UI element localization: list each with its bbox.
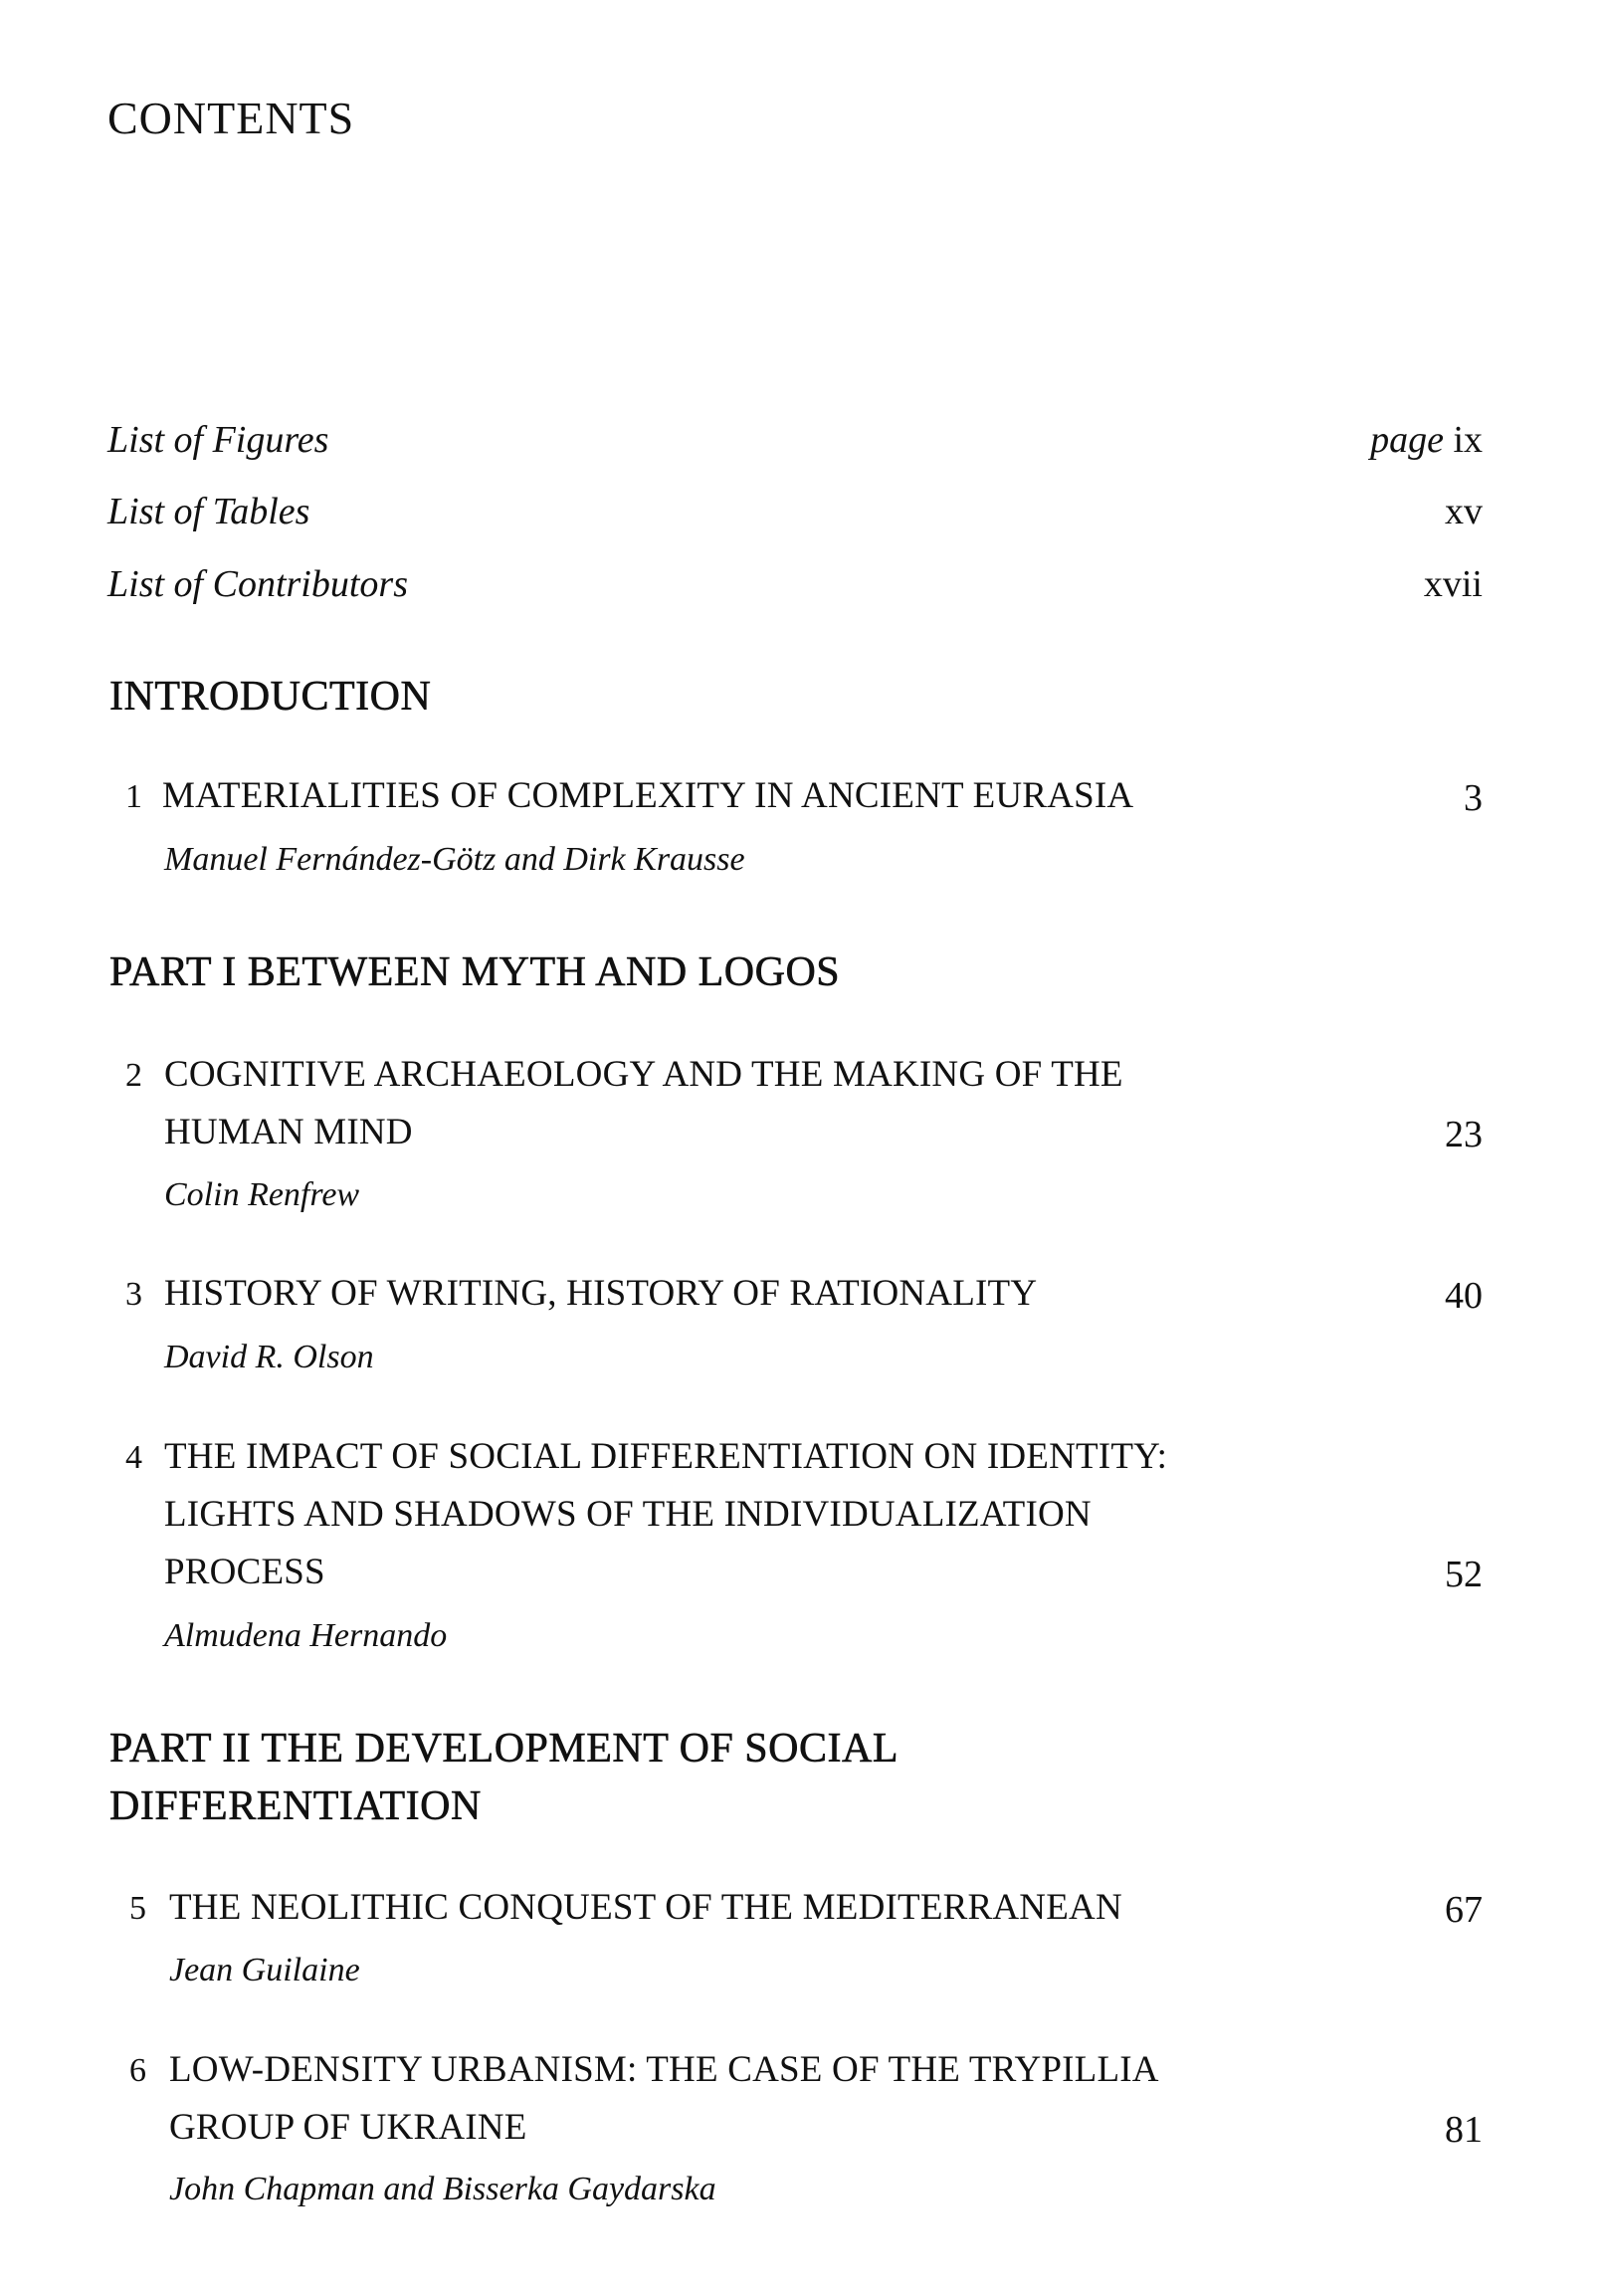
front-matter-page-tables: xv (1445, 491, 1483, 532)
chapter-page: 52 (1445, 1554, 1483, 1595)
page-prefix: page (1370, 419, 1444, 461)
front-matter-page-contributors: xvii (1423, 563, 1483, 605)
part-heading-2-continued: DIFFERENTIATION (109, 1783, 482, 1829)
chapter-title[interactable]: MATERIALITIES OF COMPLEXITY IN ANCIENT EURASIA (162, 775, 1134, 816)
chapter-author: Manuel Fernández-Götz and Dirk Krausse (164, 841, 745, 878)
chapter-number: 5 (129, 1890, 146, 1927)
chapter-number: 3 (125, 1276, 142, 1313)
section-heading-introduction: INTRODUCTION (109, 674, 432, 720)
chapter-author: Colin Renfrew (164, 1176, 360, 1213)
chapter-number: 2 (125, 1057, 142, 1094)
chapter-title[interactable]: HISTORY OF WRITING, HISTORY OF RATIONALITY (164, 1273, 1038, 1314)
part-heading-2: PART II THE DEVELOPMENT OF SOCIAL (109, 1726, 899, 1772)
chapter-page: 67 (1445, 1889, 1483, 1931)
chapter-title[interactable]: THE IMPACT OF SOCIAL DIFFERENTIATION ON IDENTITY: (164, 1436, 1168, 1477)
front-matter-item-tables[interactable]: List of Tables (107, 491, 310, 532)
page-title: CONTENTS (107, 93, 355, 143)
chapter-number: 1 (125, 778, 142, 815)
chapter-title[interactable]: THE NEOLITHIC CONQUEST OF THE MEDITERRANEAN (169, 1887, 1122, 1928)
chapter-title[interactable]: COGNITIVE ARCHAEOLOGY AND THE MAKING OF THE (164, 1054, 1123, 1095)
front-matter-page-figures (1370, 418, 1483, 462)
front-matter-item-figures[interactable]: List of Figures (107, 419, 329, 461)
chapter-title-continued[interactable]: PROCESS (164, 1552, 325, 1592)
chapter-number: 6 (129, 2052, 146, 2089)
chapter-title-continued[interactable]: GROUP OF UKRAINE (169, 2107, 527, 2148)
chapter-page: 81 (1445, 2109, 1483, 2151)
chapter-number: 4 (125, 1439, 142, 1476)
chapter-title[interactable]: LOW-DENSITY URBANISM: THE CASE OF THE TRYPILLIA (169, 2049, 1159, 2090)
chapter-title-continued[interactable]: LIGHTS AND SHADOWS OF THE INDIVIDUALIZATION (164, 1494, 1092, 1535)
chapter-author: David R. Olson (164, 1339, 374, 1375)
chapter-page: 40 (1445, 1275, 1483, 1317)
chapter-author: Almudena Hernando (164, 1617, 448, 1654)
page-number: ix (1453, 419, 1483, 461)
chapter-page: 23 (1445, 1114, 1483, 1155)
chapter-author: John Chapman and Bisserka Gaydarska (169, 2171, 716, 2207)
chapter-page: 3 (1464, 777, 1483, 819)
chapter-title-continued[interactable]: HUMAN MIND (164, 1112, 413, 1152)
part-heading-1: PART I BETWEEN MYTH AND LOGOS (109, 949, 841, 995)
chapter-author: Jean Guilaine (169, 1952, 360, 1988)
front-matter-item-contributors[interactable]: List of Contributors (107, 563, 408, 605)
